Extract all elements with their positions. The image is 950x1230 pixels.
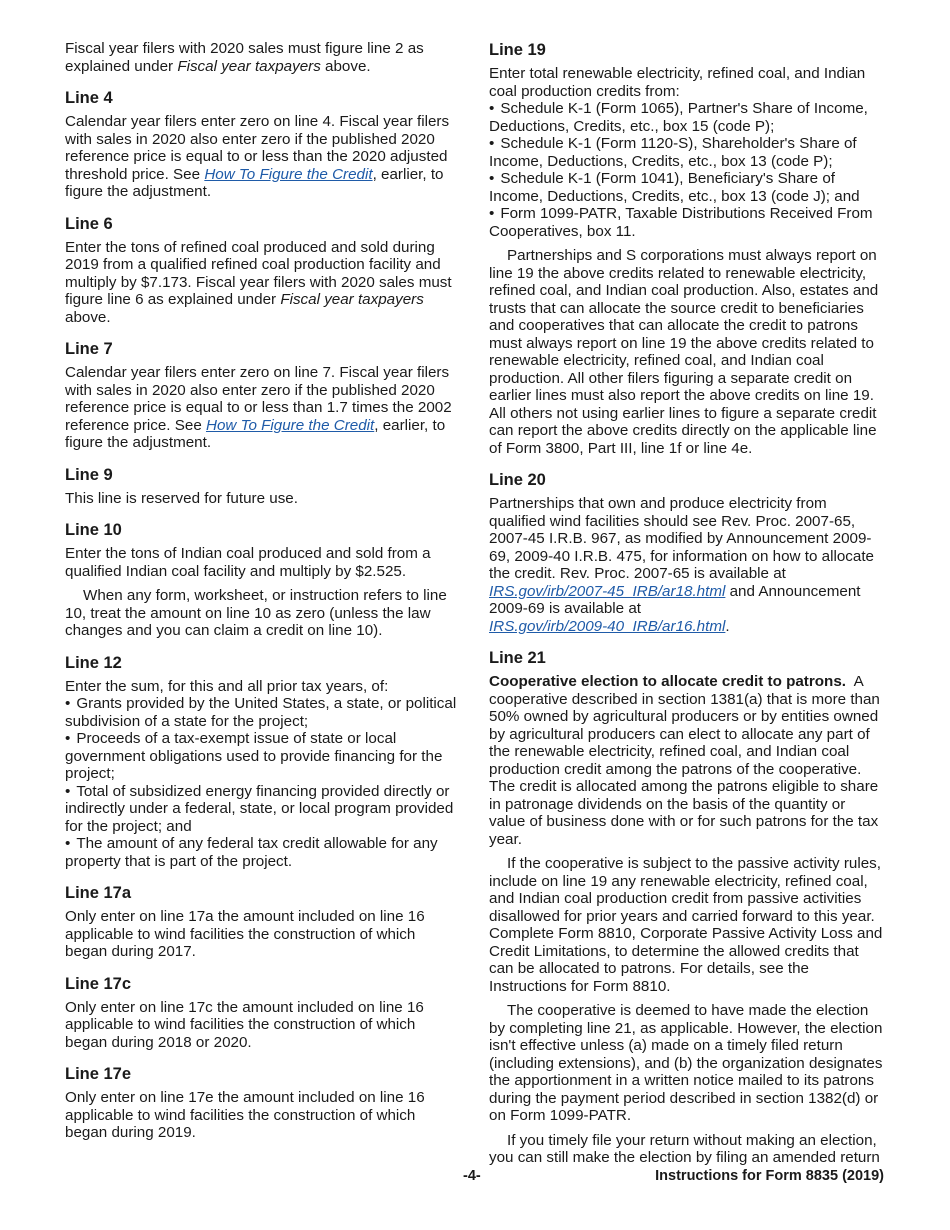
section-line-6: [65, 214, 461, 327]
line-4-text: Calendar year filers enter zero on line 4. Fiscal year filers with sales in 2020 also enter zero if the published 2020 reference price is equal to or less than the 2020 adjusted threshold price. See How To Figure the Credit, earlier, to figure the adjustment.: [65, 113, 450, 200]
line-21-passive-paragraph: If the cooperative is subject to the passive activity rules, include on line 19 any renewable electricity, refined coal, and Indian coal production credit from passive activities disallowed for prior years and carried forward to this year. Complete Form 8810, Corporate Passive Activity Loss and Credit Limitations, to determine the allowed credits that can be allocated to patrons. For details, see the Instructions for Form 8810.: [489, 855, 883, 995]
line-20-text: Partnerships that own and produce electricity from qualified wind facilities should see Rev. Proc. 2007-65, 2007-45 I.R.B. 967, as modified by Announcement 2009-69, 2009-40 I.R.B. 475, for information on how to allocate the credit. Rev. Proc. 2007-65 is available at IRS.gov/irb/2007-45_IRB/ar18.html and Announcement 2009-69 is available at IRS.gov/irb/2009-40_IRB/ar16.html.: [489, 495, 874, 635]
heading-line-19: Line 19: [489, 41, 546, 59]
heading-line-4: Line 4: [65, 89, 113, 107]
section-line-21: [489, 648, 885, 1167]
heading-line-20: Line 20: [489, 471, 546, 489]
heading-line-9: Line 9: [65, 465, 113, 484]
heading-line-17a: Line 17a: [65, 884, 132, 902]
irb-2009-40-link[interactable]: IRS.gov/irb/2009-40_IRB/ar16.html: [489, 617, 726, 635]
bullet-item: • Proceeds of a tax-exempt issue of state or local government obligations used to provide financing for the project;: [65, 730, 461, 783]
line-6-text: Enter the tons of refined coal produced and sold during 2019 from a qualified refined coal production facility and multiply by $7.173. Fiscal year filers with 2020 sales must figure line 6 as explained under Fiscal year taxpayers above.: [65, 238, 452, 326]
section-line-10: [65, 520, 461, 640]
line-10-note: When any form, worksheet, or instruction refers to line 10, treat the amount on line 10 as zero (unless the law changes and you can claim a credit on line 10).: [65, 587, 447, 639]
section-line-17c: [65, 974, 461, 1052]
bullet-item: • Total of subsidized energy financing provided directly or indirectly under a federal, state, or local program provided for the project; and: [65, 783, 461, 836]
line-21-amended-paragraph: If you timely file your return without making an election, you can still make the election by filing an amended return: [489, 1131, 880, 1166]
section-line-9: [65, 465, 461, 508]
line-17c-text: Only enter on line 17c the amount included on line 16 applicable to wind facilities the construction of which began during 2018 or 2020.: [65, 998, 424, 1051]
line-12-intro: Enter the sum, for this and all prior tax years, of:: [65, 677, 389, 695]
line-17e-text: Only enter on line 17e the amount included on line 16 applicable to wind facilities the construction of which began during 2019.: [65, 1089, 425, 1141]
page-number: -4-: [463, 1168, 481, 1184]
heading-line-10: Line 10: [65, 521, 122, 539]
bullet-item: • Schedule K-1 (Form 1041), Beneficiary's Share of Income, Deductions, Credits, etc., box 13 (code J); and: [489, 170, 885, 205]
bullet-item: • Grants provided by the United States, a state, or political subdivision of a state for the project;: [65, 695, 461, 730]
heading-line-17e: Line 17e: [65, 1065, 132, 1083]
heading-line-7: Line 7: [65, 340, 113, 358]
cooperative-election-lead: Cooperative election to allocate credit to patrons.: [489, 673, 846, 690]
section-line-20: [489, 470, 885, 635]
section-line-12: [65, 653, 461, 871]
bullet-item: • The amount of any federal tax credit allowable for any property that is part of the project.: [65, 835, 461, 870]
section-line-17a: [65, 883, 461, 961]
line-19-paragraph: Partnerships and S corporations must always report on line 19 the above credits related to renewable electricity, refined coal, and Indian coal production. Also, estates and trusts that can allocate the source credit to beneficiaries and cooperatives that can allocate the credit to patrons must always report on line 19 the above credits related to renewable electricity, refined coal, and Indian coal production. All other filers figuring a separate credit on earlier lines must also report the above credits on line 19. All others not using earlier lines to figure a separate credit can report the above credits directly on the applicable line of Form 3800, Part III, line 1f or line 4e.: [489, 247, 879, 457]
bullet-item: • Form 1099-PATR, Taxable Distributions Received From Cooperatives, box 11.: [489, 205, 885, 240]
right-column: [489, 40, 885, 1167]
line-9-text: This line is reserved for future use.: [65, 489, 298, 507]
bullet-item: • Schedule K-1 (Form 1120-S), Shareholder's Share of Income, Deductions, Credits, etc., box 13 (code P);: [489, 135, 885, 170]
document-title: Instructions for Form 8835 (2019): [655, 1168, 884, 1184]
line-10-text: Enter the tons of Indian coal produced and sold from a qualified Indian coal facility and multiply by $2.525.: [65, 545, 431, 580]
bullet-item: • Schedule K-1 (Form 1065), Partner's Share of Income, Deductions, Credits, etc., box 15 (code P);: [489, 100, 885, 135]
heading-line-17c: Line 17c: [65, 974, 132, 993]
heading-line-12: Line 12: [65, 653, 122, 672]
how-to-figure-link[interactable]: How To Figure the Credit: [205, 416, 375, 434]
section-line-4: [65, 88, 461, 201]
line-7-text: Calendar year filers enter zero on line 7. Fiscal year filers with sales in 2020 also enter zero if the published 2020 reference price is equal to or less than 1.7 times the 2002 reference price. See How To Figure the Credit, earlier, to figure the adjustment.: [65, 364, 452, 451]
line-21-text: Cooperative election to allocate credit to patrons. A cooperative described in section 1381(a) that is more than 50% owned by agricultural producers or by entities owned by agricultural producers can elect to allocate any part of the renewable electricity, refined coal, and Indian coal production credit among the patrons of the cooperative. The credit is allocated among the patrons eligible to share in patronage dividends on the basis of the quantity or value of business done with or for such patrons for the tax year.: [489, 673, 885, 848]
how-to-figure-link[interactable]: How To Figure the Credit: [204, 165, 373, 183]
left-column: [65, 40, 461, 1142]
heading-line-21: Line 21: [489, 649, 546, 667]
section-line-19: [489, 40, 885, 457]
section-line-7: [65, 339, 461, 452]
irb-2007-45-link[interactable]: IRS.gov/irb/2007-45_IRB/ar18.html: [489, 582, 726, 600]
line-21-deemed-paragraph: The cooperative is deemed to have made the election by completing line 21, as applicable. However, the election isn't effective unless (a) made on a timely filed return (including extensions), and (b) the organization designates the apportionment in a written notice mailed to its patrons during the payment period described in section 1382(d) or on Form 1099-PATR.: [489, 1002, 883, 1124]
section-line-17e: [65, 1064, 461, 1142]
heading-line-6: Line 6: [65, 214, 113, 233]
line-17a-text: Only enter on line 17a the amount included on line 16 applicable to wind facilities the construction of which began during 2017.: [65, 908, 425, 960]
intro-text: Fiscal year filers with 2020 sales must figure line 2 as explained under Fiscal year taxpayers above.: [65, 40, 424, 75]
line-19-intro: Enter total renewable electricity, refined coal, and Indian coal production credits from:: [489, 65, 866, 100]
